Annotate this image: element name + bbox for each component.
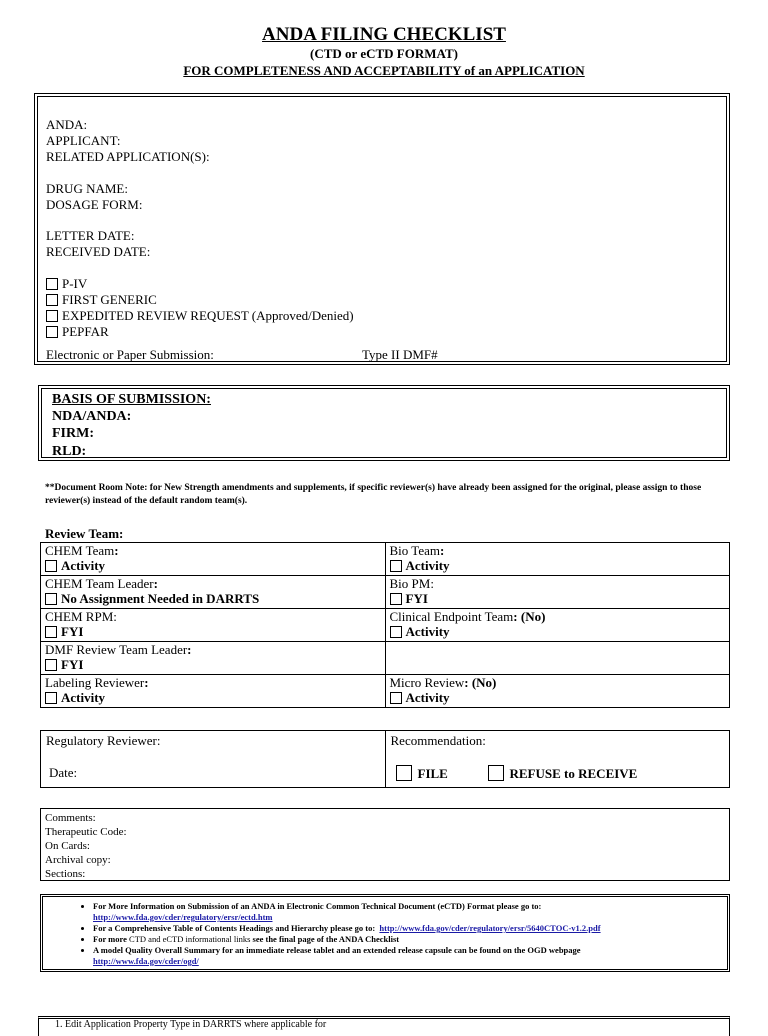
chem-team-value: Activity <box>61 558 106 573</box>
checkbox-micro-activity[interactable] <box>390 692 402 704</box>
labeling-reviewer-label: Labeling Reviewer <box>45 675 145 690</box>
file-label: FILE <box>417 766 448 781</box>
checkbox-chem-leader[interactable] <box>45 593 57 605</box>
file-option[interactable] <box>396 765 448 781</box>
clinical-endpoint-cell: Clinical Endpoint Team: (No) Activity <box>385 609 730 642</box>
firm-label: FIRM: <box>52 426 94 441</box>
checkbox-pepfar-label: PEPFAR <box>62 324 109 339</box>
checkbox-refuse[interactable] <box>488 765 504 781</box>
checkbox-chem-rpm-fyi[interactable] <box>45 626 57 638</box>
ogd-link[interactable]: http://www.fda.gov/cder/ogd/ <box>93 956 199 966</box>
clinical-endpoint-suffix: (No) <box>517 609 546 624</box>
letter-date-label: LETTER DATE: <box>46 228 135 243</box>
checkbox-clinical-endpoint-activity[interactable] <box>390 626 402 638</box>
micro-review-value: Activity <box>405 690 450 705</box>
table-row <box>41 642 730 675</box>
micro-review-suffix: (No) <box>468 675 497 690</box>
info-list <box>43 901 727 967</box>
recommendation-cell <box>385 731 730 788</box>
dosage-form-label: DOSAGE FORM: <box>46 197 143 212</box>
labeling-reviewer-value: Activity <box>61 690 106 705</box>
info-box <box>40 894 730 972</box>
info-more-text: For more <box>93 934 127 944</box>
list-item <box>93 923 727 934</box>
chem-rpm-value: FYI <box>61 624 84 639</box>
applicant-label: APPLICANT: <box>46 133 121 148</box>
regulatory-table <box>40 730 730 788</box>
checkbox-bio-pm-fyi[interactable] <box>390 593 402 605</box>
checkbox-labeling-activity[interactable] <box>45 692 57 704</box>
list-item <box>93 945 727 967</box>
list-item <box>93 934 727 945</box>
comments-label: Comments: <box>45 812 96 824</box>
micro-review-label: Micro Review <box>389 675 465 690</box>
drug-name-label: DRUG NAME: <box>46 181 128 196</box>
info-final-page-text: see the final page of the ANDA Checklist <box>252 934 400 944</box>
dmf-review-value: FYI <box>61 657 84 672</box>
checkbox-chem-team-activity[interactable] <box>45 560 57 572</box>
checkbox-piv[interactable] <box>46 278 58 290</box>
related-applications-label: RELATED APPLICATION(S): <box>46 149 210 164</box>
table-row <box>41 609 730 642</box>
on-cards-label: On Cards: <box>45 840 90 852</box>
sections-label: Sections: <box>45 868 86 880</box>
info-ectd-text: For More Information on Submission of an ANDA in Electronic Common Technical Document (eCTD) Format please go to: <box>93 901 542 911</box>
rld-label: RLD: <box>52 444 87 459</box>
page-title: ANDA FILING CHECKLIST <box>262 24 506 45</box>
chem-rpm-cell <box>41 609 386 642</box>
bio-pm-cell <box>385 576 730 609</box>
therapeutic-code-label: Therapeutic Code: <box>45 826 127 838</box>
refuse-option[interactable] <box>488 765 638 781</box>
info-toc-text: For a Comprehensive Table of Contents Headings and Hierarchy please go to: <box>93 923 376 933</box>
page-subtitle-2: FOR COMPLETENESS AND ACCEPTABILITY of an APPLICATION <box>183 63 585 78</box>
chem-team-leader-cell: CHEM Team Leader: No Assignment Needed in DARRTS <box>41 576 386 609</box>
labeling-reviewer-cell: Labeling Reviewer: Activity <box>41 675 386 708</box>
recommendation-label: Recommendation: <box>390 733 486 748</box>
list-item <box>93 901 727 923</box>
basis-of-submission-box <box>38 385 730 461</box>
checkbox-pepfar[interactable] <box>46 326 58 338</box>
table-row <box>41 576 730 609</box>
comments-box <box>40 808 730 881</box>
info-ctd-text: CTD and eCTD informational links <box>126 934 253 944</box>
type2-dmf-label: Type II DMF# <box>362 347 438 362</box>
checkbox-bio-team-activity[interactable] <box>390 560 402 572</box>
bio-team-cell: Bio Team: Activity <box>385 543 730 576</box>
chem-team-label: CHEM Team <box>45 543 115 558</box>
application-info-box <box>34 93 730 365</box>
checkbox-expedited-row[interactable] <box>46 308 354 324</box>
checkbox-expedited[interactable] <box>46 310 58 322</box>
toc-link[interactable]: http://www.fda.gov/cder/regulatory/ersr/5640CTOC-v1.2.pdf <box>379 923 601 933</box>
received-date-label: RECEIVED DATE: <box>46 244 151 259</box>
micro-review-cell: Micro Review: (No) Activity <box>385 675 730 708</box>
dmf-review-cell: DMF Review Team Leader: FYI <box>41 642 386 675</box>
table-row <box>41 731 730 788</box>
ectd-link[interactable]: http://www.fda.gov/cder/regulatory/ersr/ectd.htm <box>93 912 273 922</box>
document-room-note: **Document Room Note: for New Strength amendments and supplements, if specific reviewer(s) have already been assigned for the original, please assign to those reviewer(s) instead of the default random team(s). <box>45 483 702 506</box>
chem-rpm-label: CHEM RPM: <box>45 609 117 624</box>
bio-pm-label: Bio PM: <box>389 576 434 591</box>
page-subtitle: (CTD or eCTD FORMAT) <box>310 46 458 61</box>
regulatory-reviewer-label: Regulatory Reviewer: <box>46 733 161 748</box>
checkbox-file[interactable] <box>396 765 412 781</box>
bio-pm-value: FYI <box>405 591 428 606</box>
bio-team-value: Activity <box>405 558 450 573</box>
checkbox-first-generic-row[interactable] <box>46 292 157 308</box>
table-row <box>41 543 730 576</box>
bio-team-label: Bio Team <box>389 543 440 558</box>
checkbox-dmf-review-fyi[interactable] <box>45 659 57 671</box>
next-section-text: 1. Edit Application Property Type in DARRTS where applicable for <box>55 1019 327 1030</box>
empty-cell <box>385 642 730 675</box>
basis-title: BASIS OF SUBMISSION: <box>52 392 211 407</box>
checkbox-first-generic[interactable] <box>46 294 58 306</box>
chem-team-cell: CHEM Team: Activity <box>41 543 386 576</box>
next-section-box <box>38 1016 730 1036</box>
table-row <box>41 675 730 708</box>
checkbox-piv-row[interactable] <box>46 276 87 292</box>
clinical-endpoint-value: Activity <box>405 624 450 639</box>
review-team-table <box>40 542 730 708</box>
checkbox-expedited-label: EXPEDITED REVIEW REQUEST (Approved/Denied) <box>62 308 354 323</box>
submission-type-label: Electronic or Paper Submission: <box>46 347 214 362</box>
refuse-label: REFUSE to RECEIVE <box>509 766 638 781</box>
checkbox-pepfar-row[interactable] <box>46 324 109 340</box>
archival-copy-label: Archival copy: <box>45 854 111 866</box>
dmf-review-label: DMF Review Team Leader <box>45 642 188 657</box>
date-label: Date: <box>49 765 78 780</box>
chem-team-leader-label: CHEM Team Leader <box>45 576 154 591</box>
clinical-endpoint-label: Clinical Endpoint Team <box>389 609 514 624</box>
checkbox-first-generic-label: FIRST GENERIC <box>62 292 157 307</box>
review-team-heading: Review Team: <box>45 526 124 541</box>
checkbox-piv-label: P-IV <box>62 276 88 291</box>
nda-anda-label: NDA/ANDA: <box>52 409 132 424</box>
anda-label: ANDA: <box>46 117 88 132</box>
chem-team-leader-value: No Assignment Needed in DARRTS <box>61 591 260 606</box>
info-qos-text: A model Quality Overall Summary for an immediate release tablet and an extended release capsule can be found on the OGD webpage <box>93 945 581 955</box>
regulatory-reviewer-cell <box>41 731 386 788</box>
